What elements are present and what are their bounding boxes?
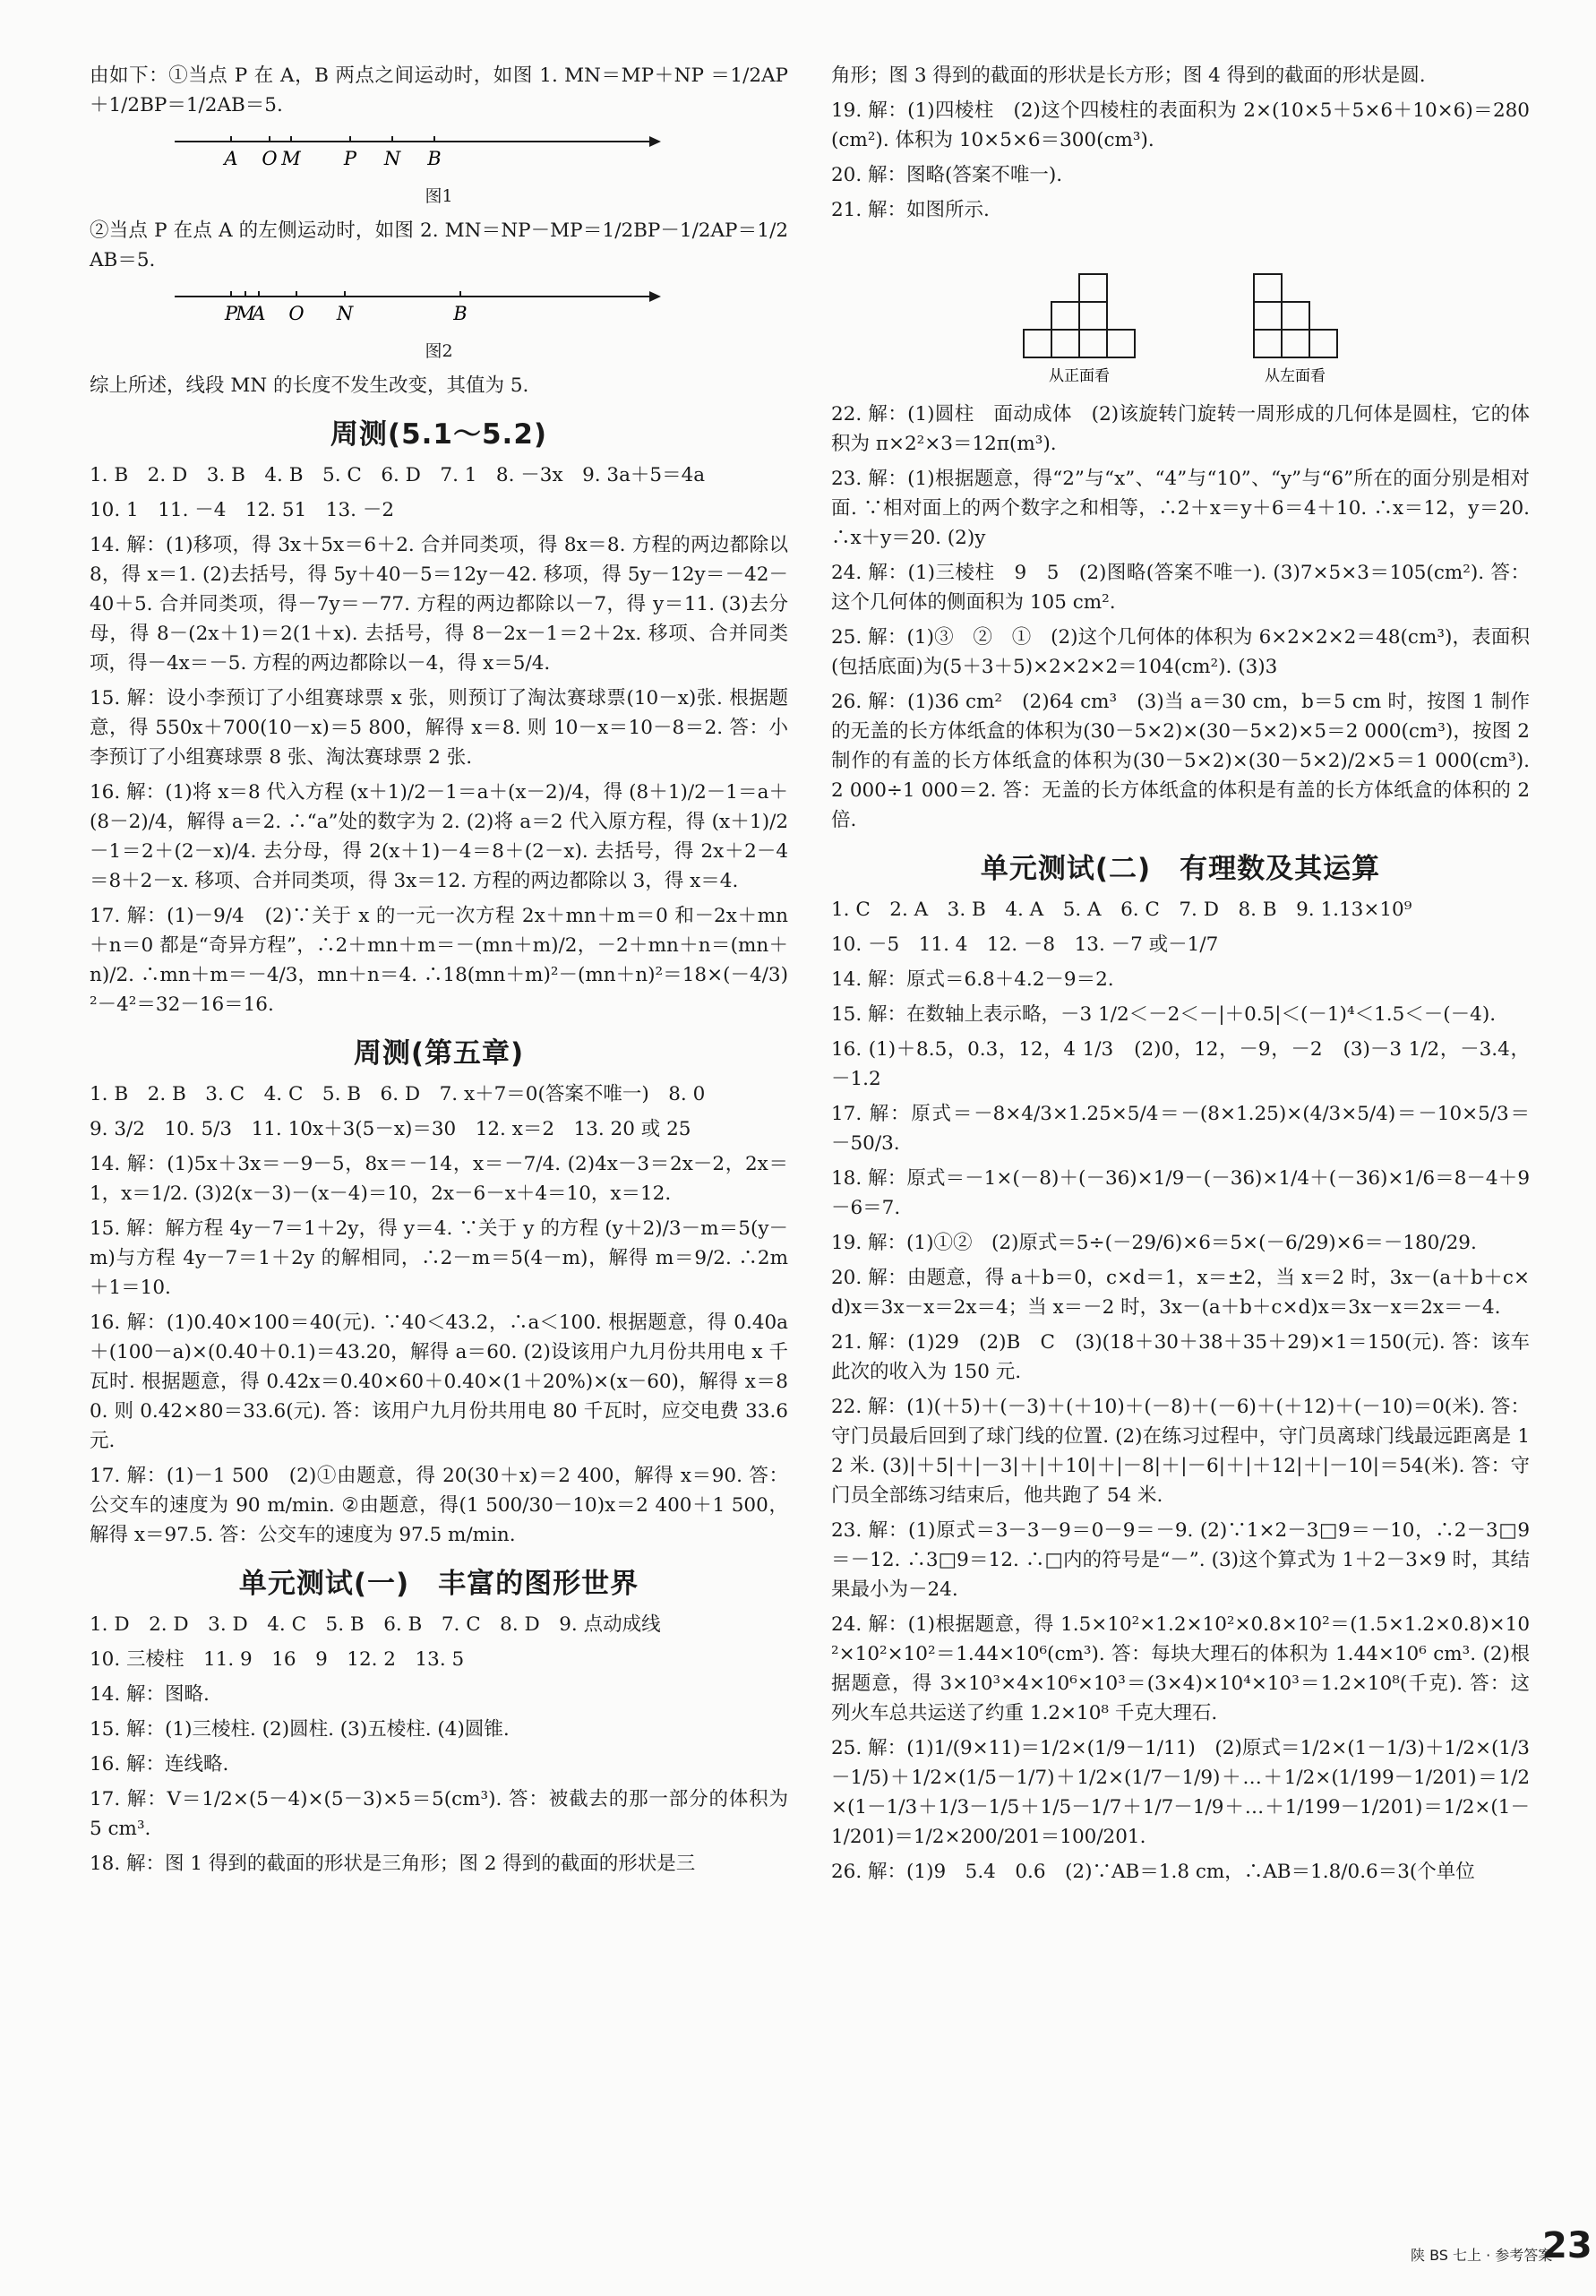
view-cell (1309, 330, 1337, 357)
view-cell (1282, 302, 1309, 330)
section-heading: 单元测试(一) 丰富的图形世界 (238, 1568, 639, 1600)
answer-line: 17. 解：原式＝－8×4/3×1.25×5/4＝－(8×1.25)×(4/3×5/4)＝－10×5/3＝－50/3. (831, 1103, 1530, 1155)
page-number: 23 (1542, 2225, 1592, 2266)
answer-line: 15. 解：(1)三棱柱. (2)圆柱. (3)五棱柱. (4)圆锥. (90, 1718, 510, 1741)
answer-line: 10. 1 11. －4 12. 51 13. －2 (90, 499, 395, 521)
answer-line: 15. 解：设小李预订了小组赛球票 x 张，则预订了淘汰赛球票(10－x)张. 根据题意，得 550x＋700(10－x)＝5 800，解得 x＝8. 则 10－x＝10－8＝2. 答：小李预订了小组赛球票 8 张、淘汰赛球票 2 张. (90, 687, 788, 769)
answer-line: 22. 解：(1)(＋5)＋(－3)＋(＋10)＋(－8)＋(－6)＋(＋12)＋(－10)＝0(米). 答：守门员最后回到了球门线的位置. (2)在练习过程中，守门员离球门线最远距离是 12 米. (3)|＋5|＋|－3|＋|＋10|＋|－8|＋|－6|＋|＋12|＋|－10|＝54(米). 答：守门员全部练习结束后，他共跑了 54 米. (831, 1396, 1530, 1507)
answer-line: 18. 解：图 1 得到的截面的形状是三角形；图 2 得到的截面的形状是三 (90, 1853, 696, 1875)
answer-line: 1. B 2. B 3. C 4. C 5. B 6. D 7. x＋7＝0(答案不唯一) 8. 0 (90, 1083, 706, 1105)
answer-line: 14. 解：(1)移项，得 3x＋5x＝6＋2. 合并同类项，得 8x＝8. 方程的两边都除以 8，得 x＝1. (2)去括号，得 5y＋40－5＝12y－42. 移项，得 5y－12y＝－42－40＋5. 合并同类项，得－7y＝－77. 方程的两边都除以－7，得 y＝11. (3)去分母，得 8－(2x＋1)＝2(1＋x). 去括号，得 8－2x－1＝2＋2x. 移项、合并同类项，得－4x＝－5. 方程的两边都除以－4，得 x＝5/4. (90, 534, 788, 675)
answer-line: 26. 解：(1)9 5.4 0.6 (2)∵AB＝1.8 cm，∴AB＝1.8/0.6＝3(个单位 (831, 1861, 1475, 1883)
answer-line: 17. 解：(1)－1 500 (2)①由题意，得 20(30＋x)＝2 400，解得 x＝90. 答：公交车的速度为 90 m/min. ②由题意，得(1 500/30－10)x＝2 400＋1 500，解得 x＝97.5. 答：公交车的速度为 97.5 m/min. (90, 1465, 788, 1546)
answer-line: 16. 解：(1)0.40×100＝40(元). ∵40＜43.2，∴a＜100. 根据题意，得 0.40a＋(100－a)×(0.40＋0.1)＝43.20，解得 a＝60. (2)设该用户九月份共用电 x 千瓦时. 根据题意，得 0.42x＝0.40×60＋0.40×(1＋20%)×(x－60)，解得 x＝80. 则 0.42×80＝33.6(元). 答：该用户九月份共用电 80 千瓦时，应交电费 33.6 元. (90, 1311, 788, 1452)
answer-line: 1. C 2. A 3. B 4. A 5. A 6. C 7. D 8. B 9. 1.13×10⁹ (831, 899, 1412, 921)
answer-line: 16. (1)＋8.5，0.3，12，4 1/3 (2)0，12，－9，－2 (3)－3 1/2，－3.4，－1.2 (831, 1038, 1530, 1090)
answer-line: 23. 解：(1)根据题意，得“2”与“x”、“4”与“10”、“y”与“6”所在的面分别是相对面. ∵相对面上的两个数字之和相等，∴2＋x＝y＋6＝4＋10. ∴x＝12，y＝20. ∴x＋y＝20. (2)y (831, 468, 1530, 549)
answer-line: 23. 解：(1)原式＝3－3－9＝0－9＝－9. (2)∵1×2－3□9＝－10，∴2－3□9＝－12. ∴3□9＝12. ∴□内的符号是“－”. (3)这个算式为 1＋2－3×9 时，其结果最小为－24. (831, 1519, 1530, 1601)
answer-line: 14. 解：原式＝6.8＋4.2－9＝2. (831, 968, 1114, 991)
point-label: B (427, 148, 442, 169)
side-view-label: 从左面看 (1265, 367, 1326, 385)
answer-line: 19. 解：(1)四棱柱 (2)这个四棱柱的表面积为 2×(10×5＋5×6＋10×6)＝280(cm²). 体积为 10×5×6＝300(cm³). (831, 99, 1530, 151)
view-cell (1051, 330, 1079, 357)
front-view-label: 从正面看 (1049, 367, 1110, 385)
page-footer: 陕 BS 七上 · 参考答案 (1411, 2247, 1553, 2264)
view-cell (1079, 330, 1107, 357)
point-label: A (252, 303, 266, 324)
point-label: O (262, 148, 278, 169)
section-heading: 周测(5.1～5.2) (330, 418, 548, 451)
answer-line: 20. 解：图略(答案不唯一). (831, 164, 1063, 186)
fig2-number-line (90, 280, 788, 334)
fig1-number-line (90, 125, 788, 179)
view-cell (1079, 274, 1107, 302)
left-column (90, 61, 788, 1884)
answer-line: 17. 解：(1)－9/4 (2)∵关于 x 的一元一次方程 2x＋mn＋m＝0 和－2x＋mn＋n＝0 都是“奇异方程”，∴2＋mn＋m＝－(mn＋m)/2，－2＋mn＋n＝(mn＋n)/2. ∴mn＋m＝－4/3，mn＋n＝4. ∴18(mn＋m)²－(mn＋n)²＝18×(－4/3)²－4²＝32－16＝16. (90, 905, 788, 1016)
fig1-caption: 图1 (425, 186, 453, 206)
answer-line: 15. 解：解方程 4y－7＝1＋2y，得 y＝4. ∵关于 y 的方程 (y＋2)/3－m＝5(y－m)与方程 4y－7＝1＋2y 的解相同，∴2－m＝5(4－m)，解得 m＝9/2. ∴2m＋1＝10. (90, 1217, 788, 1299)
point-label: N (383, 148, 401, 169)
section-heading: 单元测试(二) 有理数及其运算 (980, 853, 1381, 885)
answer-line: 24. 解：(1)三棱柱 9 5 (2)图略(答案不唯一). (3)7×5×3＝105(cm²). 答：这个几何体的侧面积为 105 cm². (831, 562, 1530, 614)
point-label: P (343, 148, 357, 169)
view-cell (1079, 302, 1107, 330)
point-label: P (224, 303, 238, 324)
fig2-number-line-figure (90, 280, 788, 362)
three-view-figure (831, 230, 1530, 391)
view-cell (1254, 274, 1282, 302)
answer-line: 25. 解：(1)③ ② ① (2)这个几何体的体积为 6×2×2×2＝48(cm³)，表面积(包括底面)为(5＋3＋5)×2×2×2＝104(cm²). (3)3 (831, 626, 1530, 678)
axis-arrow (649, 136, 661, 147)
point-label: B (453, 303, 468, 324)
answer-line: 21. 解：如图所示. (831, 199, 990, 221)
answer-line: 25. 解：(1)1/(9×11)＝1/2×(1/9－1/11) (2)原式＝1/2×(1－1/3)＋1/2×(1/3－1/5)＋1/2×(1/5－1/7)＋1/2×(1/7－1/9)＋…＋1/2×(1/199－1/201)＝1/2×(1－1/3＋1/3－1/5＋1/5－1/7＋1/7－1/9＋…＋1/199－1/201)＝1/2×(1－1/201)＝1/2×200/201＝100/201. (831, 1737, 1530, 1848)
point-label: N (336, 303, 354, 324)
view-cell (1254, 302, 1282, 330)
view-cell (1051, 302, 1079, 330)
view-cell (1282, 330, 1309, 357)
answer-line: 角形；图 3 得到的截面的形状是长方形；图 4 得到的截面的形状是圆. (831, 64, 1426, 87)
answer-line: 21. 解：(1)29 (2)B C (3)(18＋30＋38＋35＋29)×1＝150(元). 答：该车此次的收入为 150 元. (831, 1331, 1530, 1383)
answer-line: 10. 三棱柱 11. 9 16 9 12. 2 13. 5 (90, 1648, 465, 1671)
answer-line: 16. 解：(1)将 x＝8 代入方程 (x＋1)/2－1＝a＋(x－2)/4，得 (8＋1)/2－1＝a＋(8－2)/4，解得 a＝2. ∴“a”处的数字为 2. (2)将 a＝2 代入原方程，得 (x＋1)/2－1＝2＋(2－x)/4. 去分母，得 2(x＋1)－4＝8＋(2－x). 去括号，得 2x＋2－4＝8＋2－x. 移项、合并同类项，得 3x＝12. 方程的两边都除以 3，得 x＝4. (90, 781, 788, 892)
answer-line: 20. 解：由题意，得 a＋b＝0，c×d＝1，x＝±2，当 x＝2 时，3x－(a＋b＋c×d)x＝3x－x＝2x＝4；当 x＝－2 时，3x－(a＋b＋c×d)x＝3x－x＝2x＝－4. (831, 1267, 1530, 1319)
view-cell (1107, 330, 1135, 357)
answer-line: 24. 解：(1)根据题意，得 1.5×10²×1.2×10²×0.8×10²＝(1.5×1.2×0.8)×10²×10²×10²＝1.44×10⁶(cm³). 答：每块大理石的体积为 1.44×10⁶ cm³. (2)根据题意，得 3×10³×4×10⁶×10³＝(3×4)×10⁴×10³＝1.2×10⁸(千克). 答：这列火车总共运送了约重 1.2×10⁸ 千克大理石. (831, 1613, 1530, 1724)
axis-arrow (649, 291, 661, 302)
fig1-number-line-figure (90, 125, 788, 207)
point-label: O (288, 303, 305, 324)
answer-line: 1. B 2. D 3. B 4. B 5. C 6. D 7. 1 8. －3x 9. 3a＋5＝4a (90, 464, 706, 486)
point-label: A (224, 148, 238, 169)
view-cell (1254, 330, 1282, 357)
answer-line: 18. 解：原式＝－1×(－8)＋(－36)×1/9－(－36)×1/4＋(－36)×1/6＝8－4＋9－6＝7. (831, 1167, 1530, 1219)
answer-line: 26. 解：(1)36 cm² (2)64 cm³ (3)当 a＝30 cm，b＝5 cm 时，按图 1 制作的无盖的长方体纸盒的体积为(30－5×2)×(30－5×2)×5＝2 000(cm³)，按图 2 制作的有盖的长方体纸盒的体积为(30－5×2)×(30－5×2)/2×5＝1 000(cm³). 2 000÷1 000＝2. 答：无盖的长方体纸盒的体积是有盖的长方体纸盒的体积的 2 倍. (831, 691, 1530, 831)
point-label: M (236, 303, 255, 324)
fig2-caption: 图2 (425, 341, 453, 361)
point-label: M (281, 148, 301, 169)
answer-line: 综上所述，线段 MN 的长度不发生改变，其值为 5. (90, 374, 529, 397)
answer-line: 19. 解：(1)①② (2)原式＝5÷(－29/6)×6＝5×(－6/29)×6＝－180/29. (831, 1232, 1477, 1254)
answer-line: 由如下：①当点 P 在 A，B 两点之间运动时，如图 1. MN＝MP＋NP ＝1/2AP＋1/2BP＝1/2AB＝5. (90, 64, 788, 116)
answer-line: 16. 解：连线略. (90, 1753, 229, 1776)
answer-line: 9. 3/2 10. 5/3 11. 10x＋3(5－x)＝30 12. x＝2 13. 20 或 25 (90, 1118, 691, 1140)
answer-line: 22. 解：(1)圆柱 面动成体 (2)该旋转门旋转一周形成的几何体是圆柱，它的体积为 π×2²×3＝12π(m³). (831, 403, 1530, 455)
answer-line: ②当点 P 在点 A 的左侧运动时，如图 2. MN＝NP－MP＝1/2BP－1/2AP＝1/2AB＝5. (90, 219, 788, 271)
answer-line: 17. 解：V＝1/2×(5－4)×(5－3)×5＝5(cm³). 答：被截去的那一部分的体积为 5 cm³. (90, 1788, 788, 1840)
view-cell (1024, 330, 1051, 357)
answer-line: 15. 解：在数轴上表示略，－3 1/2＜－2＜－|＋0.5|＜(－1)⁴＜1.5＜－(－4). (831, 1003, 1497, 1026)
answer-line: 14. 解：(1)5x＋3x＝－9－5，8x＝－14，x＝－7/4. (2)4x－3＝2x－2，2x＝1，x＝1/2. (3)2(x－3)－(x－4)＝10，2x－6－x＋4＝10，x＝12. (90, 1153, 788, 1205)
right-column (831, 61, 1530, 1892)
answer-line: 1. D 2. D 3. D 4. C 5. B 6. B 7. C 8. D 9. 点动成线 (90, 1613, 661, 1636)
section-heading: 周测(第五章) (353, 1037, 525, 1070)
answer-line: 14. 解：图略. (90, 1683, 210, 1706)
answer-line: 10. －5 11. 4 12. －8 13. －7 或－1/7 (831, 933, 1219, 956)
